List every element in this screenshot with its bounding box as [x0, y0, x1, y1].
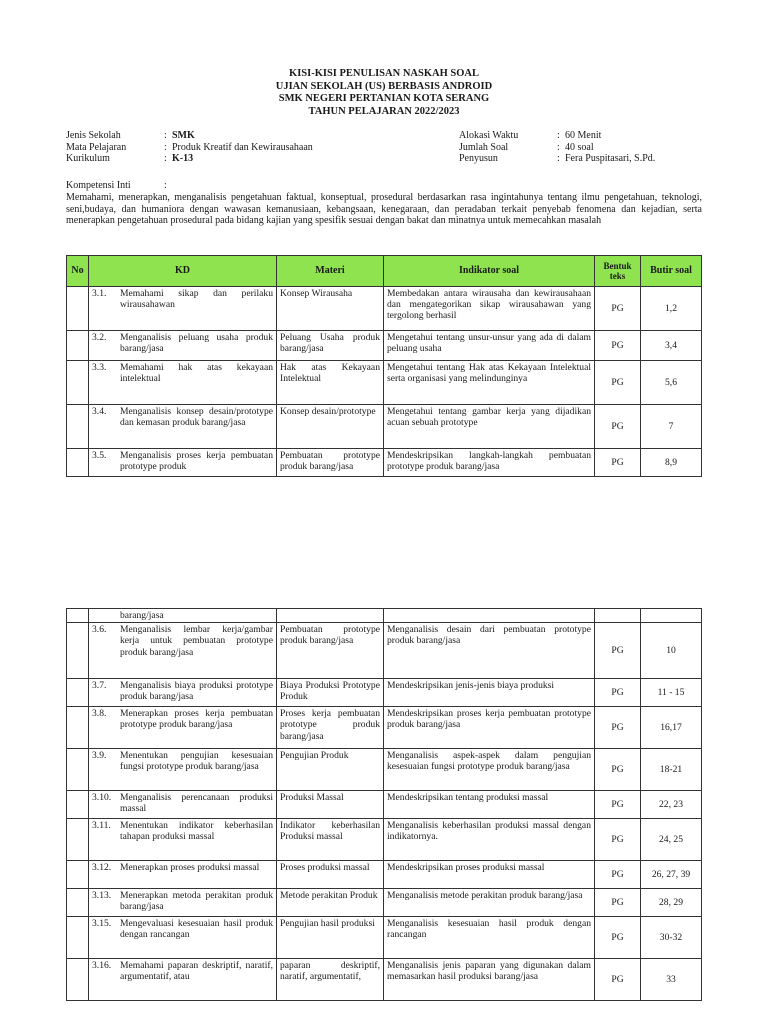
table-row	[67, 449, 702, 477]
row-no-cell	[67, 959, 89, 1001]
row-kd-cell	[89, 889, 277, 917]
row-kd-cell	[89, 449, 277, 477]
meta-kurikulum: Kurikulum : K-13	[66, 153, 194, 164]
table-row	[67, 707, 702, 749]
kompetensi-inti	[66, 180, 702, 227]
meta-jumlah-soal: Jumlah Soal : 40 soal	[459, 141, 594, 153]
row-kd-cell	[89, 791, 277, 819]
row-no-cell	[67, 917, 89, 959]
kd-text: Menganalisis peluang usaha produk barang/jasa	[120, 332, 273, 355]
row-kd-cell	[89, 331, 277, 361]
row-bentuk-cell: PG	[595, 749, 641, 791]
header-no: No	[67, 256, 89, 287]
table-row	[67, 889, 702, 917]
meta-jenis-sekolah: Jenis Sekolah : SMK	[66, 130, 195, 141]
row-butir-cell: 26, 27, 39	[641, 861, 702, 889]
kd-number: 3.1.	[92, 288, 107, 299]
kd-number: 3.4.	[92, 406, 107, 417]
row-butir-cell: 18-21	[641, 749, 702, 791]
row-bentuk-cell: PG	[595, 331, 641, 361]
kd-text: Menganalisis konsep desain/prototype dan kemasan produk barang/jasa	[120, 406, 273, 429]
row-materi-cell: Peluang Usaha produk barang/jasa	[277, 331, 384, 361]
row-indikator-cell: Mendeskripsikan proses produksi massal	[384, 861, 595, 889]
meta-penyusun: Penyusun : Fera Puspitasari, S.Pd.	[459, 153, 656, 164]
kd-number: 3.13.	[92, 890, 112, 902]
row-kd-cell	[89, 405, 277, 449]
kd-text: Menganalisis lembar kerja/gambar kerja untuk pembuatan prototype produk barang/jasa	[120, 624, 273, 658]
header-materi: Materi	[277, 256, 384, 287]
row-no-cell	[67, 679, 89, 707]
document-title	[0, 68, 768, 118]
row-bentuk-cell: PG	[595, 707, 641, 749]
row-bentuk-cell: PG	[595, 917, 641, 959]
row-materi-cell: Proses produksi massal	[277, 861, 384, 889]
row-butir-cell: 5,6	[641, 361, 702, 405]
row-indikator-cell: Menganalisis kesesuaian hasil produk dengan rancangan	[384, 917, 595, 959]
kd-number: 3.16.	[92, 960, 112, 972]
kd-text: Menerapkan proses kerja pembuatan prototype produk barang/jasa	[120, 708, 273, 731]
kd-text: Menerapkan proses produksi massal	[120, 862, 260, 874]
row-bentuk-cell: PG	[595, 679, 641, 707]
row-materi-cell: Biaya Produksi Prototype Produk	[277, 679, 384, 707]
row-butir-cell: 22, 23	[641, 791, 702, 819]
kd-text: Menganalisis perencanaan produksi massal	[120, 792, 273, 815]
kompetensi-label: Kompetensi Inti	[66, 180, 131, 191]
row-butir-cell: 28, 29	[641, 889, 702, 917]
continuation-kd: barang/jasa	[120, 610, 164, 621]
row-materi-cell: Produksi Massal	[277, 791, 384, 819]
table-row	[67, 749, 702, 791]
row-indikator-cell: Membedakan antara wirausaha dan kewirausahaan dan mengategorikan sikap wirausahawan yang tergolong berhasil	[384, 287, 595, 331]
kd-number: 3.10.	[92, 792, 112, 804]
row-materi-cell: Pengujian hasil produksi	[277, 917, 384, 959]
kd-number: 3.15.	[92, 918, 112, 930]
row-materi-cell: Proses kerja pembuatan prototype produk barang/jasa	[277, 707, 384, 749]
table-row	[67, 819, 702, 861]
row-no-cell	[67, 861, 89, 889]
row-indikator-cell: Menganalisis metode perakitan produk barang/jasa	[384, 889, 595, 917]
row-indikator-cell: Mendeskripsikan jenis-jenis biaya produksi	[384, 679, 595, 707]
row-no-cell	[67, 707, 89, 749]
row-materi-cell: Pembuatan prototype produk barang/jasa	[277, 449, 384, 477]
header-bentuk: Bentuk teks	[595, 256, 641, 287]
meta-alokasi-waktu: Alokasi Waktu : 60 Menit	[459, 130, 602, 141]
row-kd-cell	[89, 679, 277, 707]
table-row	[67, 405, 702, 449]
kd-text: Mengevaluasi kesesuaian hasil produk dengan rancangan	[120, 918, 273, 941]
row-indikator-cell: Mengetahui tentang unsur-unsur yang ada di dalam peluang usaha	[384, 331, 595, 361]
title-line-1: KISI-KISI PENULISAN NASKAH SOAL	[289, 68, 479, 79]
row-bentuk-cell: PG	[595, 449, 641, 477]
kisi-table-page-1	[66, 255, 702, 477]
row-indikator-cell: Menganalisis keberhasilan produksi massal dengan indikatornya.	[384, 819, 595, 861]
kd-number: 3.8.	[92, 708, 107, 720]
row-butir-cell: 8,9	[641, 449, 702, 477]
kd-text: Memahami paparan deskriptif, naratif, argumentatif, atau	[120, 960, 273, 983]
row-materi-cell: Konsep Wirausaha	[277, 287, 384, 331]
title-line-4: TAHUN PELAJARAN 2022/2023	[308, 105, 460, 117]
header-indikator: Indikator soal	[384, 256, 595, 287]
table-row	[67, 861, 702, 889]
row-no-cell	[67, 749, 89, 791]
row-bentuk-cell: PG	[595, 889, 641, 917]
kd-text: Memahami sikap dan perilaku wirausahawan	[120, 288, 273, 311]
row-materi-cell: Pembuatan prototype produk barang/jasa	[277, 623, 384, 679]
row-no-cell	[67, 889, 89, 917]
row-no-cell	[67, 287, 89, 331]
kd-text: Memahami hak atas kekayaan intelektual	[120, 362, 273, 385]
row-bentuk-cell: PG	[595, 287, 641, 331]
table-row	[67, 361, 702, 405]
row-materi-cell: paparan deskriptif, naratif, argumentatif,	[277, 959, 384, 1001]
row-butir-cell: 7	[641, 405, 702, 449]
table-row	[67, 287, 702, 331]
header-butir: Butir soal	[641, 256, 702, 287]
kd-number: 3.7.	[92, 680, 107, 692]
row-indikator-cell: Menganalisis aspek-aspek dalam pengujian kesesuaian fungsi prototype produk barang/jasa	[384, 749, 595, 791]
row-materi-cell: Metode perakitan Produk	[277, 889, 384, 917]
row-no-cell	[67, 331, 89, 361]
kd-number: 3.11.	[92, 820, 111, 832]
kd-text: Menentukan pengujian kesesuaian fungsi prototype produk barang/jasa	[120, 750, 273, 773]
table-row	[67, 331, 702, 361]
kd-number: 3.9.	[92, 750, 107, 762]
row-butir-cell: 3,4	[641, 331, 702, 361]
row-butir-cell: 16,17	[641, 707, 702, 749]
kompetensi-label-row: Kompetensi Inti :	[66, 180, 167, 191]
row-kd-cell	[89, 707, 277, 749]
kd-number: 3.2.	[92, 332, 107, 343]
table-row-continuation	[67, 609, 702, 623]
row-butir-cell: 10	[641, 623, 702, 679]
row-indikator-cell: Mengetahui tentang gambar kerja yang dijadikan acuan sebuah prototype	[384, 405, 595, 449]
row-indikator-cell: Menganalisis desain dari pembuatan prototype produk barang/jasa	[384, 623, 595, 679]
row-no-cell	[67, 623, 89, 679]
row-indikator-cell: Menganalisis jenis paparan yang digunakan dalam memasarkan hasil produksi barang/jasa	[384, 959, 595, 1001]
meta-left	[66, 130, 313, 165]
table-row	[67, 959, 702, 1001]
row-butir-cell: 1,2	[641, 287, 702, 331]
row-bentuk-cell: PG	[595, 819, 641, 861]
kd-number: 3.6.	[92, 624, 107, 636]
table-header-row	[67, 256, 702, 287]
row-materi-cell: Indikator keberhasilan Produksi massal	[277, 819, 384, 861]
row-indikator-cell: Mendeskripsikan tentang produksi massal	[384, 791, 595, 819]
row-kd-cell	[89, 287, 277, 331]
row-indikator-cell: Mengetahui tentang Hak atas Kekayaan Intelektual serta organisasi yang melindunginya	[384, 361, 595, 405]
table-row	[67, 623, 702, 679]
table-row	[67, 917, 702, 959]
row-materi-cell: Hak atas Kekayaan Intelektual	[277, 361, 384, 405]
title-line-2: UJIAN SEKOLAH (US) BERBASIS ANDROID	[275, 80, 493, 92]
row-bentuk-cell: PG	[595, 623, 641, 679]
row-bentuk-cell: PG	[595, 791, 641, 819]
row-bentuk-cell: PG	[595, 861, 641, 889]
kd-text: Menerapkan metoda perakitan produk barang/jasa	[120, 890, 273, 913]
row-no-cell	[67, 405, 89, 449]
row-kd-cell	[89, 861, 277, 889]
row-kd-cell	[89, 917, 277, 959]
kd-text: Menentukan indikator keberhasilan tahapan produksi massal	[120, 820, 273, 843]
row-kd-cell	[89, 361, 277, 405]
row-no-cell	[67, 449, 89, 477]
kompetensi-text: Memahami, menerapkan, menganalisis pengetahuan faktual, konseptual, prosedural berdasarkan rasa ingintahunya tentang ilmu pengetahuan, teknologi, seni,budaya, dan humaniora dengan wawasan kemanusiaan, kebangsaan, kenegaraan, dan peradaban terkait penyebab fenomena dan kejadian, serta menerapkan pengetahuan prosedural pada bidang kajian yang spesifik sesuai dengan bakat dan minatnya untuk memecahkan masalah	[66, 191, 702, 227]
kd-text: Menganalisis biaya produksi prototype produk barang/jasa	[120, 680, 273, 703]
kd-number: 3.5.	[92, 450, 107, 461]
meta-right	[459, 130, 655, 165]
row-kd-cell	[89, 959, 277, 1001]
row-no-cell	[67, 791, 89, 819]
table-row	[67, 679, 702, 707]
title-line-3: SMK NEGERI PERTANIAN KOTA SERANG	[278, 93, 490, 104]
kd-number: 3.12.	[92, 862, 112, 874]
row-indikator-cell: Mendeskripsikan langkah-langkah pembuatan prototype produk barang/jasa	[384, 449, 595, 477]
row-bentuk-cell: PG	[595, 959, 641, 1001]
row-materi-cell: Pengujian Produk	[277, 749, 384, 791]
row-no-cell	[67, 819, 89, 861]
row-kd-cell	[89, 749, 277, 791]
table-row	[67, 791, 702, 819]
row-butir-cell: 33	[641, 959, 702, 1001]
kisi-table-page-2	[66, 608, 702, 1001]
row-butir-cell: 24, 25	[641, 819, 702, 861]
kd-text: Menganalisis proses kerja pembuatan prototype produk	[120, 450, 273, 473]
row-butir-cell: 11 - 15	[641, 679, 702, 707]
row-no-cell	[67, 361, 89, 405]
meta-mata-pelajaran: Mata Pelajaran : Produk Kreatif dan Kewirausahaan	[66, 141, 313, 153]
row-indikator-cell: Mendeskripsikan proses kerja pembuatan prototype produk barang/jasa	[384, 707, 595, 749]
row-bentuk-cell: PG	[595, 361, 641, 405]
row-kd-cell	[89, 819, 277, 861]
kd-number: 3.3.	[92, 362, 107, 373]
header-kd: KD	[89, 256, 277, 287]
row-kd-cell	[89, 623, 277, 679]
row-butir-cell: 30-32	[641, 917, 702, 959]
row-materi-cell: Konsep desain/prototype	[277, 405, 384, 449]
row-bentuk-cell: PG	[595, 405, 641, 449]
